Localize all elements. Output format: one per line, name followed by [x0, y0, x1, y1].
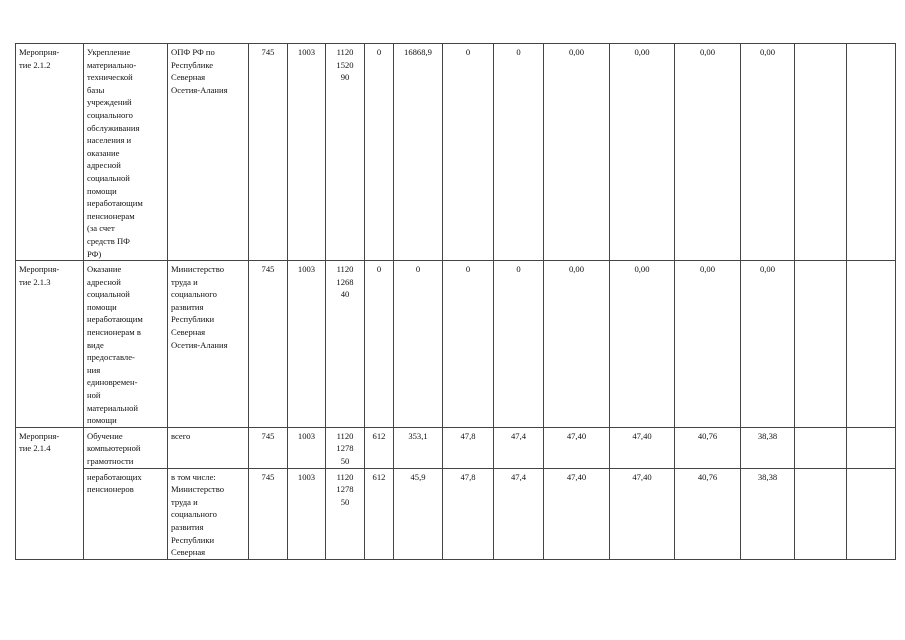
executor-cell: ОПФ РФ по Республике Северная Осетия-Алания	[168, 44, 249, 261]
value-cell: 0,00	[675, 44, 741, 261]
vr-cell: 0	[365, 261, 394, 428]
value-cell: 0,00	[544, 44, 610, 261]
value-cell: 0,00	[610, 261, 675, 428]
value-cell: 47,40	[544, 468, 610, 559]
table-body	[16, 44, 898, 560]
value-cell: 47,40	[544, 427, 610, 468]
value-cell: 47,4	[494, 427, 544, 468]
value-cell: 0,00	[610, 44, 675, 261]
value-cell	[847, 468, 896, 559]
value-cell: 0,00	[544, 261, 610, 428]
value-cell: 0	[394, 261, 443, 428]
name-cell: Укрепление материально- технической базы учреждений социального обслуживания населения и оказание адресной социальной помощи неработающим пенсионерам (за счет средств ПФ РФ)	[84, 44, 168, 261]
value-cell: 0	[494, 44, 544, 261]
rzpr-cell: 1003	[288, 261, 326, 428]
grbs-cell: 745	[249, 427, 288, 468]
name-cell: неработающих пенсионеров	[84, 468, 168, 559]
value-cell	[847, 261, 896, 428]
value-cell	[795, 468, 847, 559]
value-cell	[847, 44, 896, 261]
rzpr-cell: 1003	[288, 468, 326, 559]
value-cell	[795, 44, 847, 261]
rzpr-cell: 1003	[288, 427, 326, 468]
table-row	[16, 468, 898, 559]
vr-cell: 0	[365, 44, 394, 261]
event-cell: Меропрня- тие 2.1.2	[16, 44, 84, 261]
csr-cell: 1120 1268 40	[326, 261, 365, 428]
value-cell: 0,00	[741, 261, 795, 428]
value-cell: 47,4	[494, 468, 544, 559]
csr-cell: 1120 1278 50	[326, 427, 365, 468]
table-row	[16, 261, 898, 428]
value-cell	[795, 261, 847, 428]
value-cell: 38,38	[741, 427, 795, 468]
value-cell: 40,76	[675, 427, 741, 468]
name-cell: Обучение компьютерной грамотности	[84, 427, 168, 468]
value-cell	[795, 427, 847, 468]
value-cell	[847, 427, 896, 468]
executor-cell: Министерство труда и социального развития Республики Северная Осетия-Алания	[168, 261, 249, 428]
csr-cell: 1120 1278 50	[326, 468, 365, 559]
value-cell: 47,8	[443, 468, 494, 559]
vr-cell: 612	[365, 468, 394, 559]
value-cell: 40,76	[675, 468, 741, 559]
event-cell: Меропрня- тие 2.1.3	[16, 261, 84, 428]
value-cell: 0	[443, 44, 494, 261]
value-cell: 47,40	[610, 427, 675, 468]
value-cell: 47,8	[443, 427, 494, 468]
value-cell: 38,38	[741, 468, 795, 559]
value-cell: 0	[494, 261, 544, 428]
event-cell: Меропрня- тие 2.1.4	[16, 427, 84, 559]
value-cell: 0,00	[741, 44, 795, 261]
value-cell: 45,9	[394, 468, 443, 559]
name-cell: Оказание адресной социальной помощи неработающим пенсионерам в виде предоставле- ния единовремен- ной материальной помощи	[84, 261, 168, 428]
table-row	[16, 44, 898, 261]
rzpr-cell: 1003	[288, 44, 326, 261]
budget-activities-table	[15, 43, 898, 560]
value-cell: 353,1	[394, 427, 443, 468]
executor-cell: в том числе: Министерство труда и социального развития Республики Северная	[168, 468, 249, 559]
value-cell: 0,00	[675, 261, 741, 428]
vr-cell: 612	[365, 427, 394, 468]
value-cell: 47,40	[610, 468, 675, 559]
grbs-cell: 745	[249, 468, 288, 559]
value-cell: 16868,9	[394, 44, 443, 261]
table-row	[16, 427, 898, 468]
csr-cell: 1120 1520 90	[326, 44, 365, 261]
grbs-cell: 745	[249, 261, 288, 428]
executor-cell: всего	[168, 427, 249, 468]
grbs-cell: 745	[249, 44, 288, 261]
value-cell: 0	[443, 261, 494, 428]
